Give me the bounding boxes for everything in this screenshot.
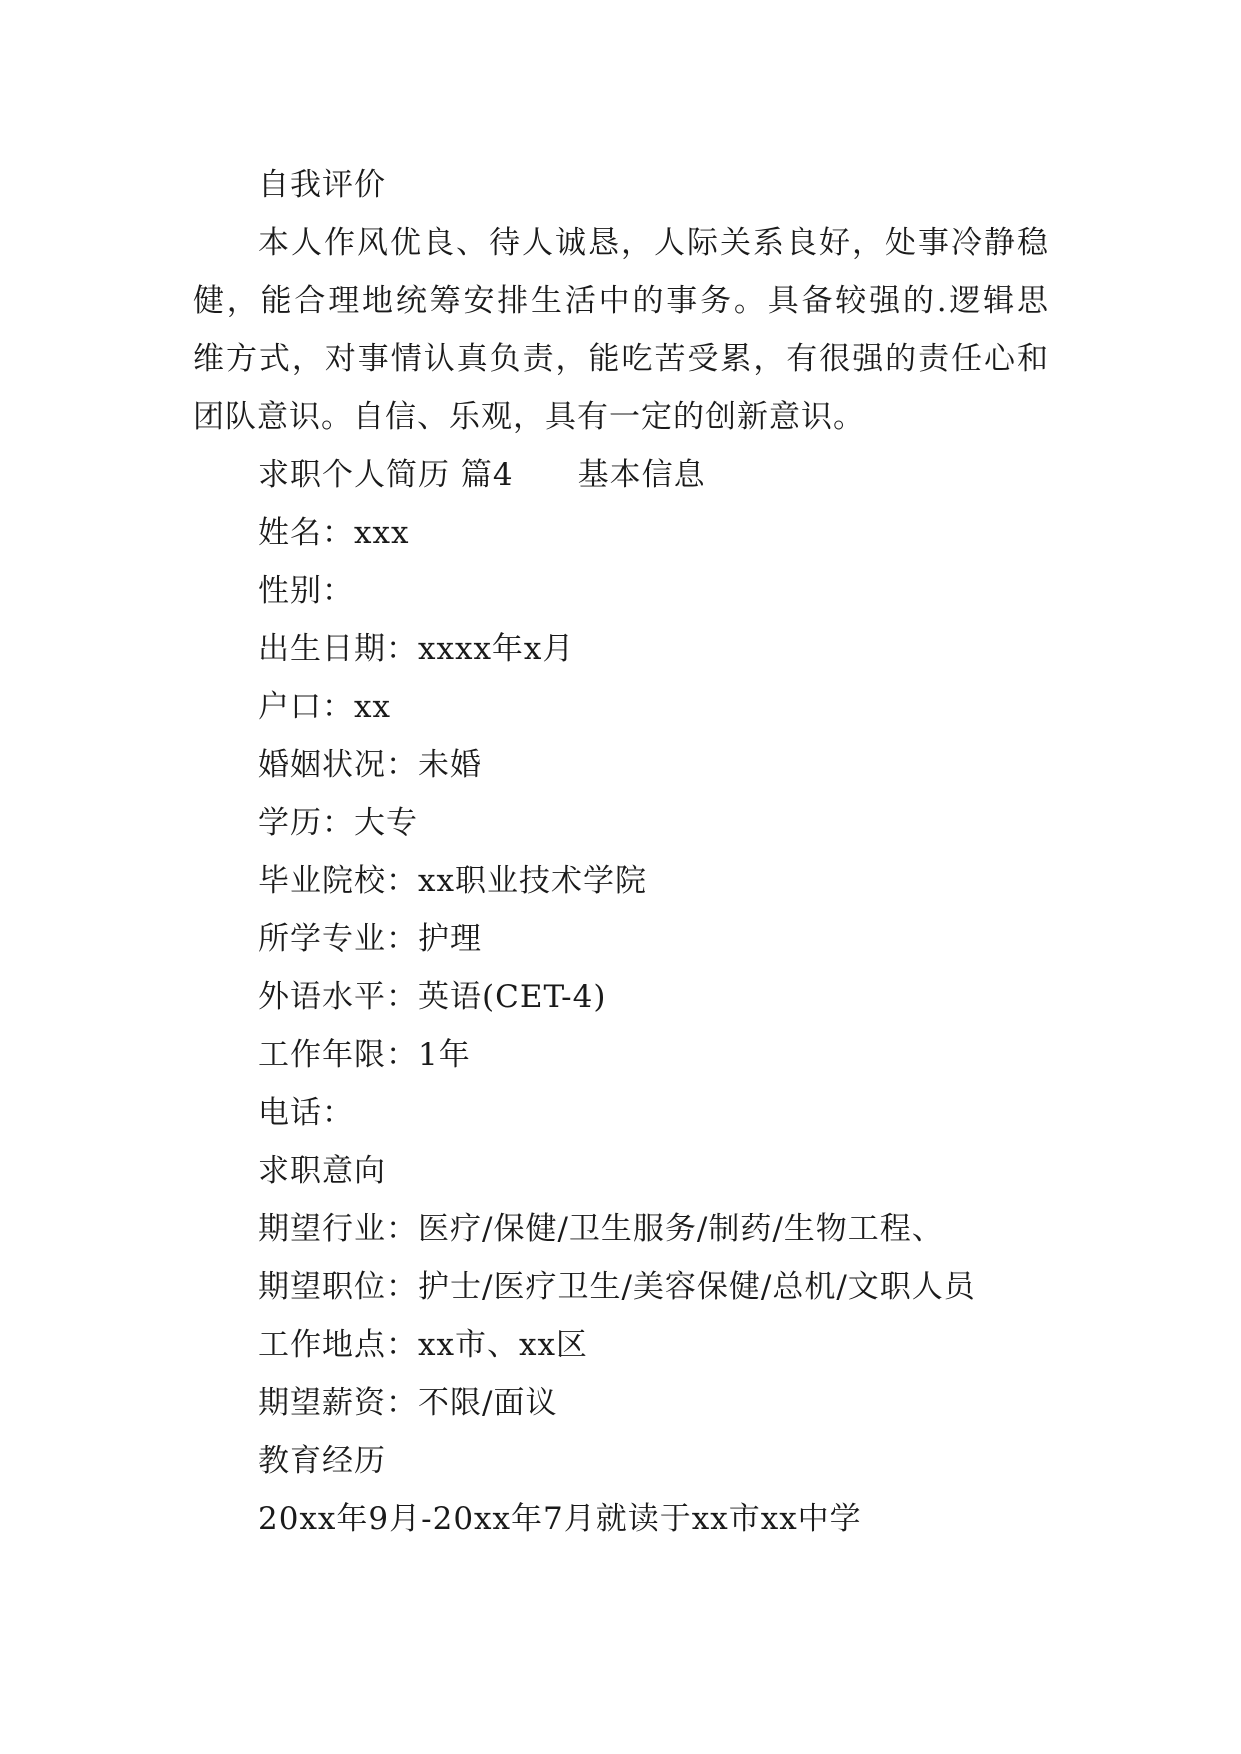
job-intent-salary: 期望薪资：不限/面议 xyxy=(258,1385,558,1421)
self-evaluation-line: 维方式，对事情认真负责，能吃苦受累，有很强的责任心和 xyxy=(193,341,1048,377)
basic-info-hukou: 户口：xx xyxy=(258,689,391,725)
self-evaluation-line: 团队意识。自信、乐观，具有一定的创新意识。 xyxy=(193,399,865,435)
self-evaluation-line: 健，能合理地统筹安排生活中的事务。具备较强的.逻辑思 xyxy=(193,283,1048,319)
self-evaluation-line: 本人作风优良、待人诚恳，人际关系良好，处事冷静稳 xyxy=(258,225,1048,261)
job-intent-position: 期望职位：护士/医疗卫生/美容保健/总机/文职人员 xyxy=(258,1269,976,1305)
education-entry: 20xx年9月-20xx年7月就读于xx市xx中学 xyxy=(258,1501,862,1537)
job-intent-industry: 期望行业：医疗/保健/卫生服务/制药/生物工程、 xyxy=(258,1211,944,1247)
basic-info-language: 外语水平：英语(CET-4) xyxy=(258,979,607,1015)
education-heading: 教育经历 xyxy=(258,1443,386,1479)
basic-info-gender: 性别： xyxy=(258,573,354,609)
basic-info-phone: 电话： xyxy=(258,1095,354,1131)
basic-info-marital-status: 婚姻状况：未婚 xyxy=(258,747,482,783)
basic-info-name: 姓名：xxx xyxy=(258,515,410,551)
resume-title: 求职个人简历 篇4 基本信息 xyxy=(258,457,706,493)
basic-info-major: 所学专业：护理 xyxy=(258,921,482,957)
basic-info-birthdate: 出生日期：xxxx年x月 xyxy=(258,631,575,667)
self-evaluation-heading: 自我评价 xyxy=(258,167,386,203)
job-intent-location: 工作地点：xx市、xx区 xyxy=(258,1327,588,1363)
basic-info-education: 学历：大专 xyxy=(258,805,418,841)
job-intent-heading: 求职意向 xyxy=(258,1153,386,1189)
basic-info-school: 毕业院校：xx职业技术学院 xyxy=(258,863,647,899)
basic-info-work-years: 工作年限：1年 xyxy=(258,1037,471,1073)
